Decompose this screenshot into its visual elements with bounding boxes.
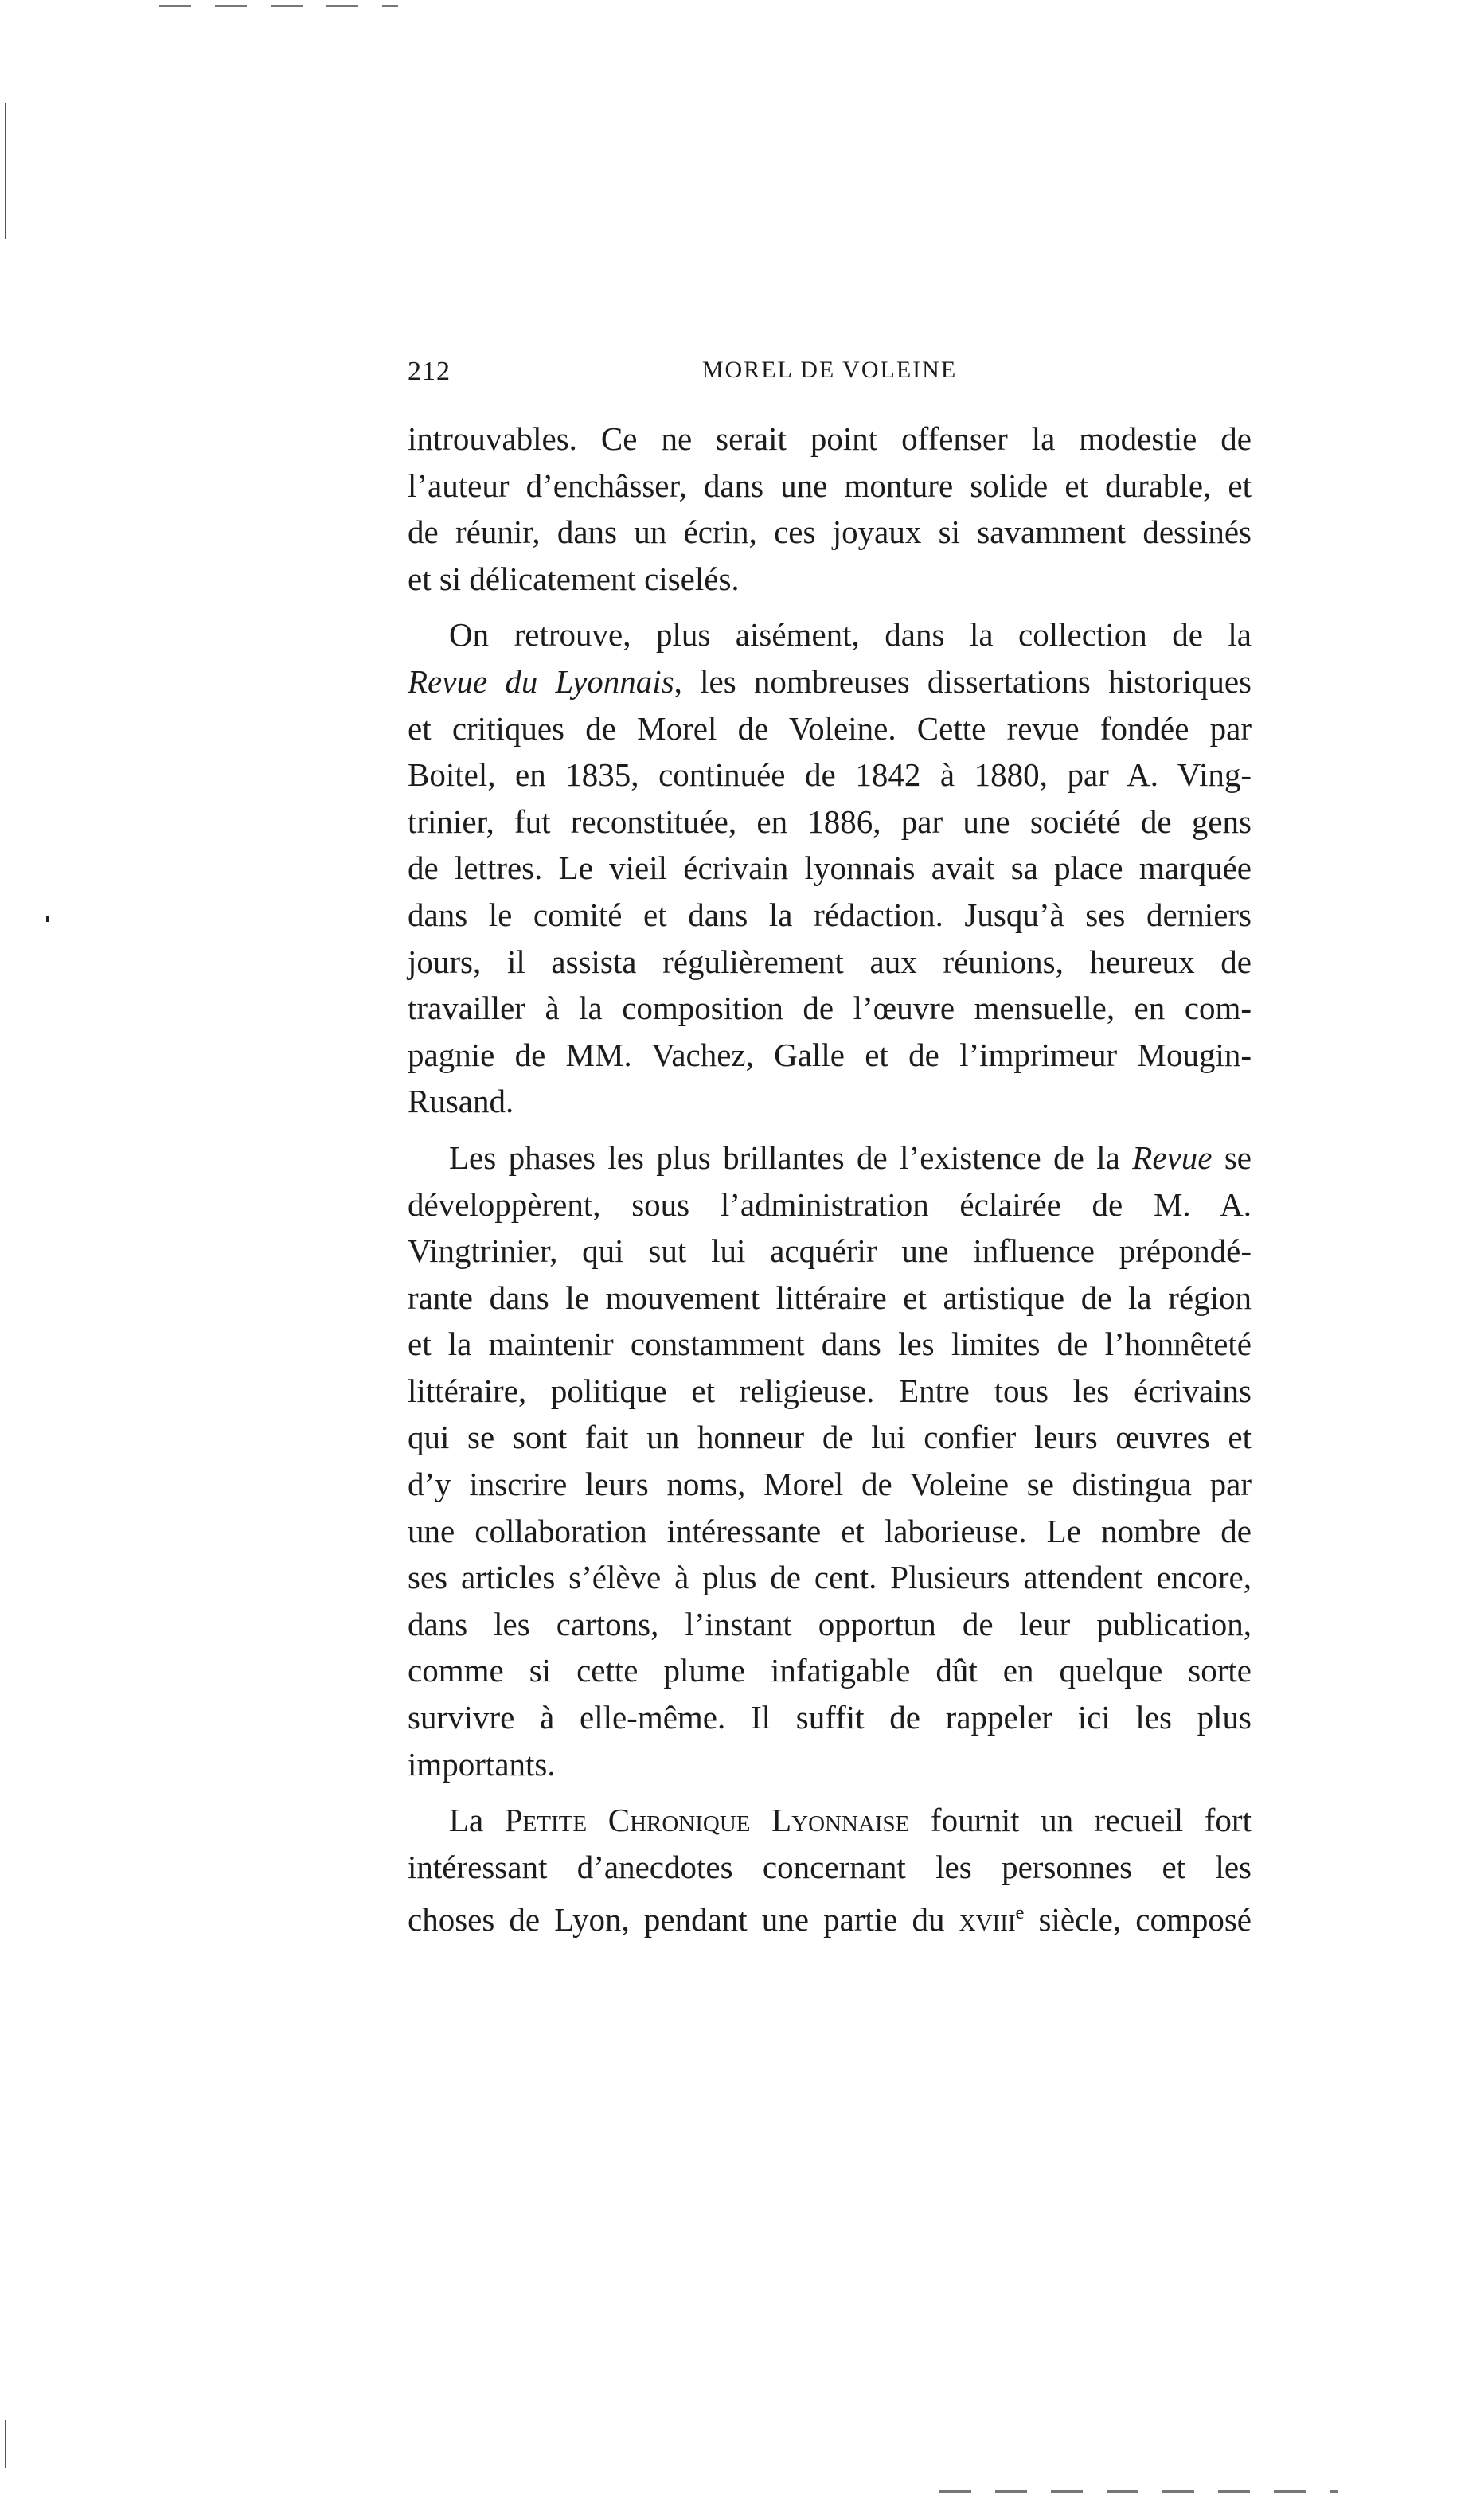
text-line: une collaboration intéressante et laborieuse. Le nombre de xyxy=(408,1512,1252,1549)
text-line: et si délicatement ciselés. xyxy=(408,560,740,597)
text-line: ses articles s’élève à plus de cent. Plusieurs attendent encore, xyxy=(408,1559,1252,1596)
text-line: trinier, fut reconstituée, en 1886, par une société de gens xyxy=(408,803,1252,840)
text-line: de lettres. Le vieil écrivain lyonnais avait sa place marquée xyxy=(408,849,1252,887)
text-line: de réunir, dans un écrin, ces joyaux si savamment dessinés xyxy=(408,514,1252,551)
text-line: qui se sont fait un honneur de lui confier leurs œuvres et xyxy=(408,1419,1252,1456)
paragraph xyxy=(408,1797,1252,1937)
paragraph xyxy=(408,611,1252,1125)
text-line: jours, il assista régulièrement aux réunions, heureux de xyxy=(408,943,1252,980)
small-caps-title: Petite Chronique Lyonnaise xyxy=(504,1802,910,1839)
text-fragment: , les nombreuses dissertations historiques xyxy=(674,662,1252,700)
text-line xyxy=(408,1890,1252,1937)
italic-title: Revue du Lyonnais xyxy=(408,662,674,700)
text-line: d’y inscrire leurs noms, Morel de Voleine se distingua par xyxy=(408,1466,1252,1503)
century-suffix: e xyxy=(1015,1902,1025,1924)
paragraph xyxy=(408,416,1252,602)
text-line: comme si cette plume infatigable dût en quelque sorte xyxy=(408,1652,1252,1689)
italic-title: Revue xyxy=(1132,1138,1213,1176)
scan-edge-mark xyxy=(5,103,6,239)
scan-edge-mark xyxy=(5,2420,6,2468)
text-line: survivre à elle-même. Il suffit de rappeler ici les plus xyxy=(408,1699,1252,1736)
text-line xyxy=(408,1134,1252,1181)
scan-speck xyxy=(46,916,49,922)
text-line: importants. xyxy=(408,1745,556,1783)
text-line: intéressant d’anecdotes concernant les personnes et les xyxy=(408,1848,1252,1885)
text-line: introuvables. Ce ne serait point offenser la modestie de xyxy=(408,420,1252,457)
text-line: dans le comité et dans la rédaction. Jusqu’à ses derniers xyxy=(408,896,1252,933)
running-head: MOREL DE VOLEINE xyxy=(701,357,958,383)
text-line: et critiques de Morel de Voleine. Cette revue fondée par xyxy=(408,709,1252,747)
text-fragment: siècle, composé xyxy=(1024,1901,1252,1939)
scan-bottom-rule xyxy=(939,2490,1338,2493)
text-fragment: se xyxy=(1212,1138,1252,1176)
text-line: littéraire, politique et religieuse. Entre tous les écrivains xyxy=(408,1372,1252,1409)
body-text xyxy=(408,416,1252,1937)
text-line: rante dans le mouvement littéraire et artistique de la région xyxy=(408,1279,1252,1316)
page-header xyxy=(408,357,1252,404)
page-number: 212 xyxy=(408,357,451,386)
scan-top-rule xyxy=(159,5,398,7)
text-line: Rusand. xyxy=(408,1083,514,1120)
text-fragment: La xyxy=(449,1802,505,1839)
text-fragment: choses de Lyon, pendant une partie du xyxy=(408,1901,959,1939)
text-line: pagnie de MM. Vachez, Galle et de l’imprimeur Mougin- xyxy=(408,1036,1252,1073)
text-line xyxy=(408,658,1252,705)
text-line xyxy=(408,1797,1252,1844)
text-line: travailler à la composition de l’œuvre mensuelle, en com- xyxy=(408,990,1252,1027)
text-line: développèrent, sous l’administration éclairée de M. A. xyxy=(408,1185,1252,1223)
text-line: Vingtrinier, qui sut lui acquérir une influence prépondé- xyxy=(408,1232,1252,1270)
text-line: dans les cartons, l’instant opportun de leur publication, xyxy=(408,1605,1252,1642)
text-line: et la maintenir constamment dans les limites de l’honnêteté xyxy=(408,1326,1252,1363)
paragraph xyxy=(408,1134,1252,1787)
century-numeral: xviii xyxy=(959,1901,1016,1939)
text-line: Boitel, en 1835, continuée de 1842 à 1880, par A. Ving- xyxy=(408,756,1252,794)
text-fragment: fournit un recueil fort xyxy=(909,1802,1252,1839)
text-line: l’auteur d’enchâsser, dans une monture solide et durable, et xyxy=(408,467,1252,504)
text-line: On retrouve, plus aisément, dans la collection de la xyxy=(449,616,1252,654)
text-fragment: Les phases les plus brillantes de l’existence de la xyxy=(449,1138,1133,1176)
